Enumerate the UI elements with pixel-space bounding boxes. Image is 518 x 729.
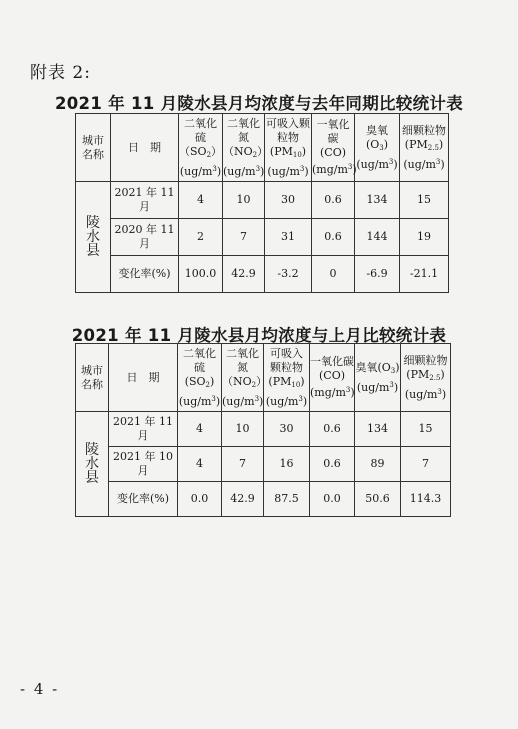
pm10-cell: 30: [265, 182, 312, 219]
table-row: [76, 219, 449, 256]
date-cell: 变化率(%): [109, 482, 178, 517]
header-pm10: 可吸入颗 粒物 $(PM_{10})$ $(ug/m^3)$: [265, 114, 312, 182]
header-co: 一氧化碳 (CO) $(mg/m^3)$: [312, 114, 355, 182]
date-cell: 2021 年 11 月: [109, 412, 178, 447]
so2-cell: 0.0: [178, 482, 222, 517]
pm25-cell: 114.3: [401, 482, 451, 517]
pm25-cell: -21.1: [400, 256, 449, 293]
pm10-cell: 31: [265, 219, 312, 256]
no2-cell: 10: [223, 182, 265, 219]
comparison-table-year-over-year: [75, 113, 449, 293]
table-row: [76, 256, 449, 293]
pm10-cell: -3.2: [265, 256, 312, 293]
table-row: [76, 412, 451, 447]
table-row: [76, 447, 451, 482]
pm10-cell: 87.5: [264, 482, 310, 517]
header-pm25: 细颗粒物 $(PM_{2.5})$ $(ug/m^3)$: [401, 344, 451, 412]
header-so2: 二氧化 硫$(SO_2)$ $(ug/m^3)$: [179, 114, 223, 182]
header-co: 一氧化碳 (CO) $(mg/m^3)$: [310, 344, 355, 412]
co-cell: 0.6: [312, 182, 355, 219]
pm25-cell: 7: [401, 447, 451, 482]
o3-cell: 50.6: [355, 482, 401, 517]
comparison-table-month-over-month: [75, 343, 451, 517]
header-so2: 二氧化硫 $(SO_2)$ $(ug/m^3)$: [178, 344, 222, 412]
co-cell: 0.6: [310, 447, 355, 482]
table-title-year-over-year: 2021 年 11 月陵水县月均浓度与去年同期比较统计表: [54, 94, 464, 113]
o3-cell: -6.9: [355, 256, 400, 293]
so2-cell: 2: [179, 219, 223, 256]
date-cell: 2021 年 11 月: [111, 182, 179, 219]
so2-cell: 4: [179, 182, 223, 219]
header-row: [76, 114, 449, 182]
header-pm25: 细颗粒物 $(PM_{2.5})$ $(ug/m^3)$: [400, 114, 449, 182]
header-date: 日 期: [111, 114, 179, 182]
header-city: 城市 名称: [76, 344, 109, 412]
no2-cell: 7: [223, 219, 265, 256]
header-o3: 臭氧$(O_3)$ $(ug/m^3)$: [355, 114, 400, 182]
pm25-cell: 19: [400, 219, 449, 256]
header-date: 日 期: [109, 344, 178, 412]
so2-cell: 4: [178, 412, 222, 447]
no2-cell: 42.9: [222, 482, 264, 517]
no2-cell: 42.9: [223, 256, 265, 293]
header-no2: 二氧化 氮$(NO_2)$ $(ug/m^3)$: [222, 344, 264, 412]
pm25-cell: 15: [401, 412, 451, 447]
o3-cell: 134: [355, 182, 400, 219]
date-cell: 变化率(%): [111, 256, 179, 293]
date-cell: 2020 年 11 月: [111, 219, 179, 256]
header-city: 城市 名称: [76, 114, 111, 182]
no2-cell: 7: [222, 447, 264, 482]
table-row: [76, 482, 451, 517]
header-row: [76, 344, 451, 412]
co-cell: 0.6: [310, 412, 355, 447]
co-cell: 0: [312, 256, 355, 293]
table-row: [76, 182, 449, 219]
header-o3: 臭氧$(O_3)$ $(ug/m^3)$: [355, 344, 401, 412]
pm25-cell: 15: [400, 182, 449, 219]
date-cell: 2021 年 10 月: [109, 447, 178, 482]
co-cell: 0.6: [312, 219, 355, 256]
pm10-cell: 30: [264, 412, 310, 447]
o3-cell: 134: [355, 412, 401, 447]
header-no2: 二氧化 氮$(NO_2)$ $(ug/m^3)$: [223, 114, 265, 182]
header-pm10: 可吸入 颗粒物 $(PM_{10})$ $(ug/m^3)$: [264, 344, 310, 412]
o3-cell: 89: [355, 447, 401, 482]
o3-cell: 144: [355, 219, 400, 256]
so2-cell: 100.0: [179, 256, 223, 293]
no2-cell: 10: [222, 412, 264, 447]
pm10-cell: 16: [264, 447, 310, 482]
city-name-cell: 陵 水 县: [76, 412, 109, 517]
page-number: - 4 -: [20, 680, 60, 698]
table-title-month-over-month: 2021 年 11 月陵水县月均浓度与上月比较统计表: [71, 326, 447, 345]
co-cell: 0.0: [310, 482, 355, 517]
city-name-cell: 陵 水 县: [76, 182, 111, 293]
appendix-label: 附表 2:: [30, 63, 91, 83]
so2-cell: 4: [178, 447, 222, 482]
